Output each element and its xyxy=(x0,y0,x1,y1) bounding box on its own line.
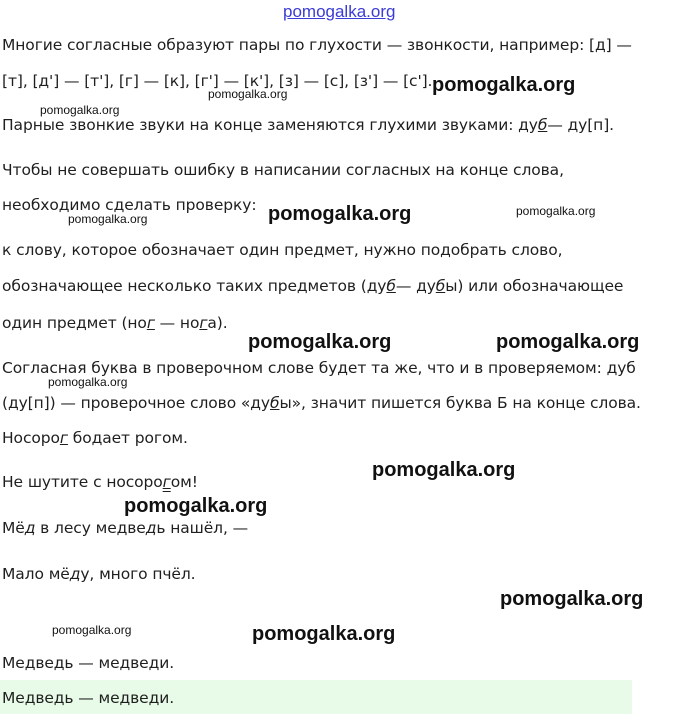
underlined-letter: б xyxy=(386,277,396,295)
watermark: pomogalka.org xyxy=(372,459,516,481)
watermark: pomogalka.org xyxy=(208,87,288,101)
paragraph-line: [т], [д'] — [т'], [г] — [к], [г'] — [к'], [з] — [с], [з'] — [с']. xyxy=(2,72,433,90)
paragraph-line xyxy=(2,518,248,538)
watermark: pomogalka.org xyxy=(516,204,596,218)
watermark: pomogalka.org xyxy=(52,623,132,637)
watermark: pomogalka.org xyxy=(496,331,640,353)
underlined-letter: б xyxy=(435,277,446,295)
underlined-letter: г xyxy=(59,429,68,447)
text-fragment: обозначающее несколько таких предметов (ду xyxy=(2,277,387,295)
text-fragment: Не шутите с носоро xyxy=(2,473,163,491)
text-fragment: — но xyxy=(154,314,200,332)
text-fragment: бодает рогом. xyxy=(67,429,188,447)
paragraph-line xyxy=(2,428,188,448)
watermark: pomogalka.org xyxy=(432,74,576,96)
text-fragment: ы», значит пишется буква Б на конце слова. xyxy=(279,394,641,412)
underlined-letter: б xyxy=(269,394,280,412)
text-fragment: Мало мё xyxy=(2,565,70,583)
watermark: pomogalka.org xyxy=(40,103,120,117)
text-fragment: Носоро xyxy=(2,429,60,447)
watermark: pomogalka.org xyxy=(500,588,644,610)
paragraph-line: Согласная буква в проверочном слове будет та же, что и в проверяемом: дуб xyxy=(2,359,636,377)
underlined-letter: д xyxy=(145,519,157,537)
watermark: pomogalka.org xyxy=(48,375,128,389)
watermark: pomogalka.org xyxy=(268,203,412,225)
paragraph-line-highlighted: Медведь — медведи. xyxy=(2,689,175,707)
paragraph-line: Многие согласные образуют пары по глухости — звонкости, например: [д] — xyxy=(2,36,632,54)
text-fragment: — ду xyxy=(395,277,436,295)
text-fragment: у, много пчёл. xyxy=(80,565,196,583)
text-fragment: Мё xyxy=(2,519,25,537)
underlined-letter: д xyxy=(69,565,81,583)
text-fragment: а). xyxy=(207,314,228,332)
text-fragment: — ду[п]. xyxy=(547,116,614,134)
paragraph-line xyxy=(2,393,641,413)
watermark: pomogalka.org xyxy=(68,212,148,226)
text-fragment: Парные звонкие звуки на конце заменяются глухими звуками: ду xyxy=(2,116,538,134)
underlined-letter: г xyxy=(199,314,208,332)
watermark-link[interactable]: pomogalka.org xyxy=(283,2,396,21)
paragraph-line xyxy=(2,115,614,135)
paragraph-line xyxy=(2,276,623,296)
watermark: pomogalka.org xyxy=(124,495,268,517)
watermark: pomogalka.org xyxy=(252,623,396,645)
text-fragment: ь нашёл, — xyxy=(156,519,249,537)
paragraph-line: Медведь — медведи. xyxy=(2,654,175,672)
text-fragment: (ду[п]) — проверочное слово «ду xyxy=(2,394,270,412)
underlined-letter: г xyxy=(146,314,155,332)
paragraph-line: к слову, которое обозначает один предмет, нужно подобрать слово, xyxy=(2,241,563,259)
text-fragment: один предмет (но xyxy=(2,314,147,332)
underlined-letter: б xyxy=(537,116,548,134)
underlined-letter: г xyxy=(162,473,171,491)
text-fragment: в лесу медве xyxy=(35,519,146,537)
paragraph-line xyxy=(2,472,198,492)
paragraph-line: Чтобы не совершать ошибку в написании согласных на конце слова, xyxy=(2,161,564,179)
paragraph-line xyxy=(2,564,196,584)
text-fragment: ом! xyxy=(170,473,198,491)
watermark: pomogalka.org xyxy=(248,331,392,353)
paragraph-line: необходимо сделать проверку: xyxy=(2,196,257,214)
underlined-letter: д xyxy=(24,519,36,537)
text-fragment: ы) или обозначающее xyxy=(445,277,624,295)
paragraph-line xyxy=(2,313,228,333)
